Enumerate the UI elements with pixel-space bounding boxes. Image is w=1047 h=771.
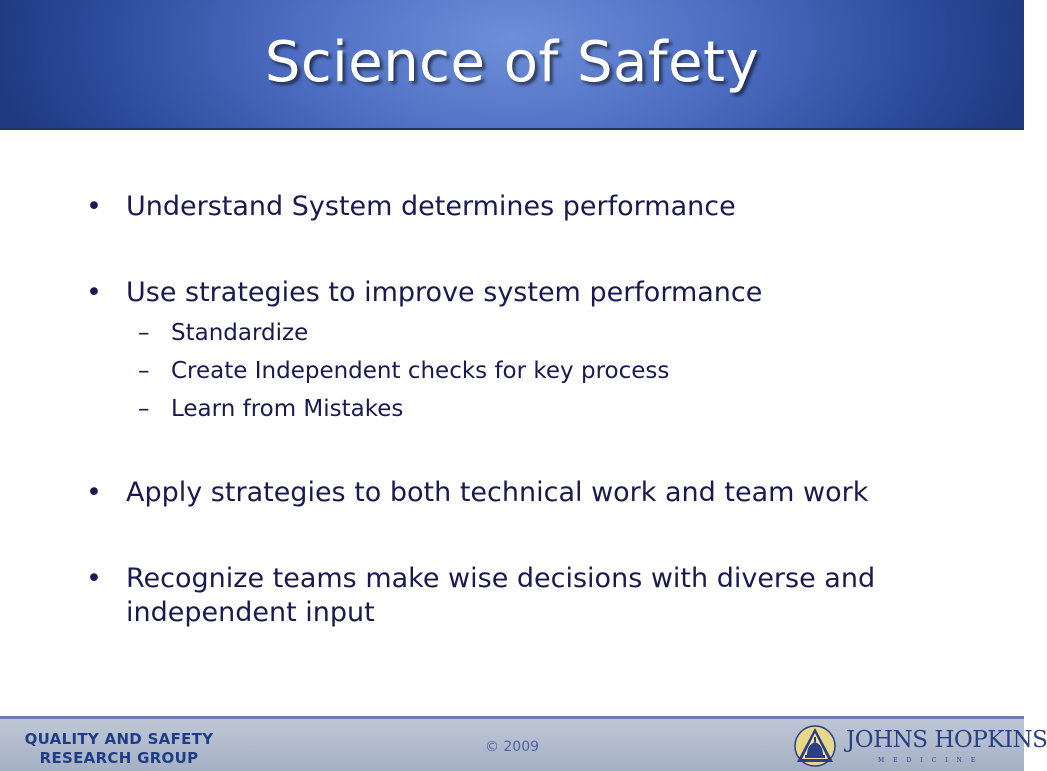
logo-subtitle: MEDICINE	[878, 757, 985, 764]
bullet-marker: •	[86, 563, 102, 594]
footer-bar	[0, 716, 1047, 771]
org-name-line1: QUALITY AND SAFETY	[24, 730, 214, 748]
bullet-text: Use strategies to improve system performance	[126, 277, 763, 308]
sub-bullet-marker: –	[138, 396, 150, 422]
sub-bullet-text: Standardize	[171, 320, 309, 346]
bullet-item	[86, 476, 986, 510]
org-name-line2: RESEARCH GROUP	[39, 749, 199, 767]
sub-bullet-text: Learn from Mistakes	[171, 396, 404, 422]
slide-title: Science of Safety	[264, 30, 760, 95]
bullet-text: Apply strategies to both technical work and team work	[126, 477, 869, 508]
copyright-text: © 2009	[484, 739, 540, 755]
sub-bullet-text: Create Independent checks for key process	[171, 358, 670, 384]
sub-bullet-marker: –	[138, 358, 150, 384]
sub-bullet-item	[138, 394, 938, 424]
sub-bullet-marker: –	[138, 320, 150, 346]
bullet-item	[86, 190, 986, 224]
bullet-marker: •	[86, 191, 102, 222]
bullet-marker: •	[86, 277, 102, 308]
sub-bullet-item	[138, 318, 938, 348]
logo-wordmark: JOHNS HOPKINS	[846, 727, 1047, 753]
title-banner	[0, 0, 1024, 130]
bullet-text: Understand System determines performance	[126, 191, 736, 222]
sub-bullet-item	[138, 356, 938, 386]
bullet-item	[86, 562, 986, 630]
bullet-marker: •	[86, 477, 102, 508]
bullet-item	[86, 276, 986, 310]
bullet-text: Recognize teams make wise decisions with diverse and independent input	[126, 563, 876, 628]
dome-seal-icon	[794, 725, 836, 767]
